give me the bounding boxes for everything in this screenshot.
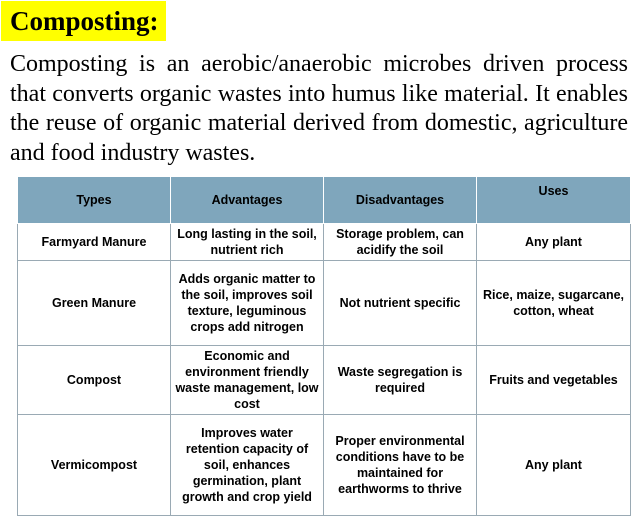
cell-advantages: Adds organic matter to the soil, improves soil texture, leguminous crops add nitrogen xyxy=(171,261,324,346)
cell-uses: Any plant xyxy=(477,415,631,516)
cell-uses: Fruits and vegetables xyxy=(477,346,631,415)
intro-paragraph: Composting is an aerobic/anaerobic microbes driven process that converts organic wastes into humus like material. It enables the reuse of organic material derived from domestic, agriculture and food industry wastes. xyxy=(10,51,628,166)
table-row xyxy=(18,415,631,516)
cell-type: Vermicompost xyxy=(18,415,171,516)
composting-types-table xyxy=(17,176,631,516)
table-row xyxy=(18,261,631,346)
header-advantages: Advantages xyxy=(171,177,324,224)
cell-advantages: Economic and environment friendly waste management, low cost xyxy=(171,346,324,415)
cell-uses: Rice, maize, sugarcane, cotton, wheat xyxy=(477,261,631,346)
header-uses: Uses xyxy=(477,177,631,224)
header-disadvantages: Disadvantages xyxy=(324,177,477,224)
table-header-row xyxy=(18,177,631,224)
page-title: Composting: xyxy=(10,5,159,36)
cell-disadvantages: Not nutrient specific xyxy=(324,261,477,346)
cell-advantages: Improves water retention capacity of soil, enhances germination, plant growth and crop yield xyxy=(171,415,324,516)
cell-uses: Any plant xyxy=(477,224,631,261)
header-types: Types xyxy=(18,177,171,224)
title-highlight-box xyxy=(1,1,166,41)
cell-type: Green Manure xyxy=(18,261,171,346)
cell-type: Farmyard Manure xyxy=(18,224,171,261)
cell-advantages: Long lasting in the soil, nutrient rich xyxy=(171,224,324,261)
cell-disadvantages: Storage problem, can acidify the soil xyxy=(324,224,477,261)
cell-disadvantages: Proper environmental conditions have to be maintained for earthworms to thrive xyxy=(324,415,477,516)
table-row xyxy=(18,346,631,415)
cell-disadvantages: Waste segregation is required xyxy=(324,346,477,415)
cell-type: Compost xyxy=(18,346,171,415)
table-row xyxy=(18,224,631,261)
